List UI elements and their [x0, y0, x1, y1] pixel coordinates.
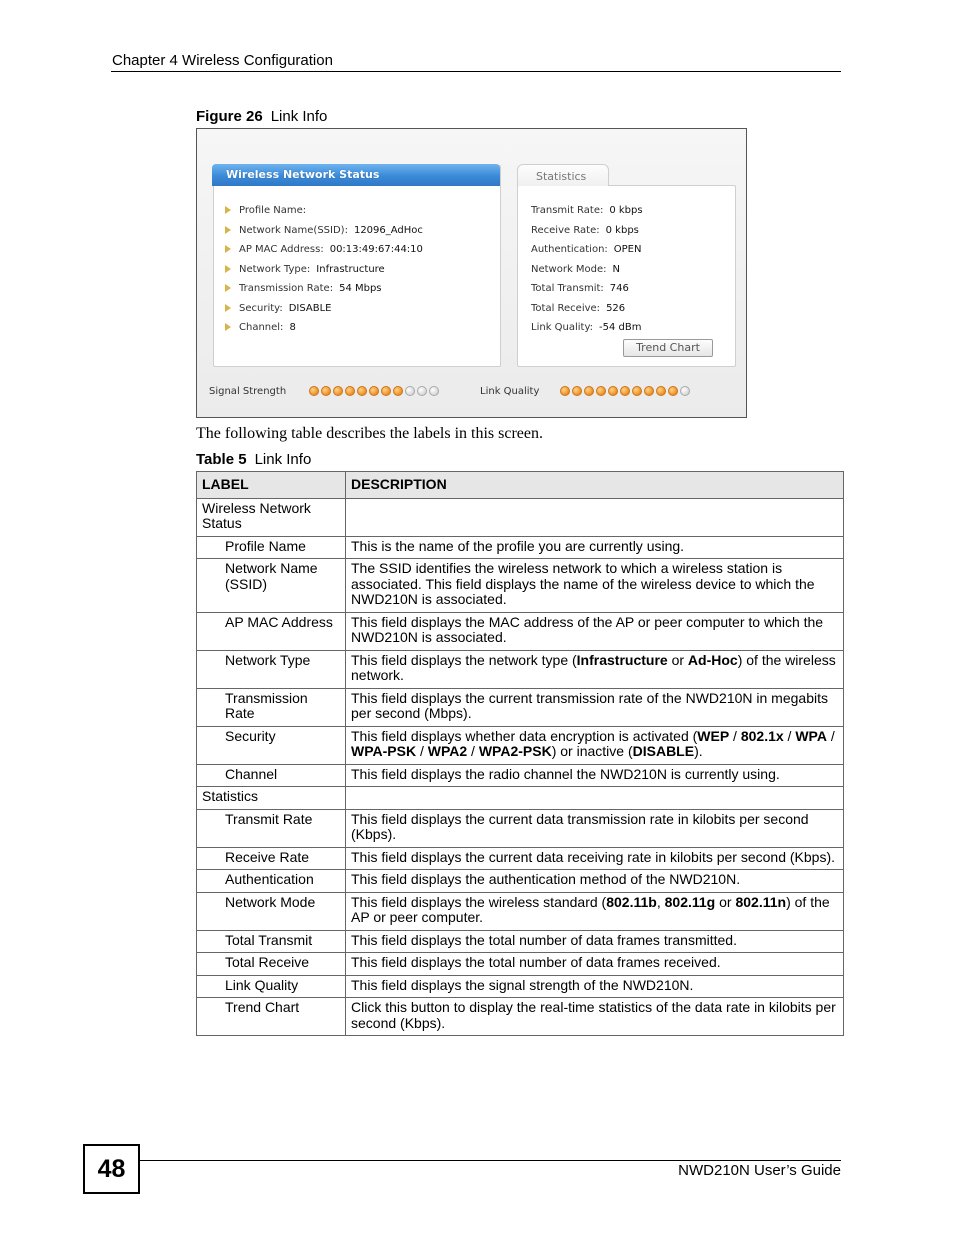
bold-term: 802.11b: [606, 893, 657, 910]
header-rule: [111, 71, 841, 72]
trend-chart-button[interactable]: Trend Chart: [623, 339, 713, 357]
quality-dot-icon: [584, 386, 594, 396]
label-cell: Link Quality: [197, 975, 346, 998]
description-cell: This field displays the total number of data frames received.: [346, 953, 844, 976]
label-column-header: LABEL: [197, 472, 346, 499]
signal-dot-icon: [405, 386, 415, 396]
chapter-header: Chapter 4 Wireless Configuration: [112, 52, 333, 69]
signal-dot-icon: [309, 386, 319, 396]
label-cell: Receive Rate: [197, 847, 346, 870]
quality-dot-icon: [596, 386, 606, 396]
description-cell: This field displays the current data transmission rate in kilobits per second (Kbps).: [346, 809, 844, 847]
quality-dot-icon: [656, 386, 666, 396]
description-cell: This field displays the current transmission rate of the NWD210N in megabits per second (Mbps).: [346, 688, 844, 726]
arrow-bullet-icon: [225, 284, 231, 292]
table-number: Table 5: [196, 451, 247, 468]
status-row: [225, 262, 423, 282]
bold-term: Ad-Hoc: [687, 651, 738, 668]
bold-term: WPA: [795, 727, 827, 744]
arrow-bullet-icon: [225, 226, 231, 234]
bold-term: 802.1x: [740, 727, 784, 744]
status-label: AP MAC Address:: [239, 244, 324, 255]
label-cell: Transmit Rate: [197, 809, 346, 847]
signal-dot-icon: [429, 386, 439, 396]
link-quality-meter: [560, 386, 690, 396]
status-label: Network Type:: [239, 263, 311, 275]
figure-number: Figure 26: [196, 108, 263, 125]
statistics-value: 526: [606, 302, 626, 314]
table-header-row: [197, 472, 844, 499]
statistics-value: N: [612, 263, 621, 275]
signal-dot-icon: [369, 386, 379, 396]
description-cell: This field displays the total number of data frames transmitted.: [346, 930, 844, 953]
signal-dot-icon: [393, 386, 403, 396]
table-row: [197, 650, 844, 688]
statistics-list: [531, 203, 643, 340]
statistics-label: Network Mode:: [531, 263, 607, 275]
quality-dot-icon: [572, 386, 582, 396]
statistics-label: Link Quality:: [531, 322, 594, 333]
quality-dot-icon: [644, 386, 654, 396]
status-value: 54 Mbps: [339, 283, 382, 294]
description-cell: Click this button to display the real-time statistics of the data rate in kilobits per second (Kbps).: [346, 998, 844, 1036]
signal-strength-label: Signal Strength: [209, 386, 287, 397]
statistics-value: 0 kbps: [605, 224, 639, 236]
footer-rule: [140, 1160, 841, 1161]
table-row: [197, 870, 844, 893]
status-row: [225, 320, 423, 340]
table-row: [197, 975, 844, 998]
signal-dot-icon: [357, 386, 367, 396]
table-title: Link Info: [254, 451, 312, 468]
statistics-label: Total Receive:: [531, 302, 601, 314]
figure-caption: [196, 108, 327, 125]
arrow-bullet-icon: [225, 245, 231, 253]
label-cell: Wireless Network Status: [197, 498, 346, 536]
table-row: [197, 612, 844, 650]
table-row: [197, 498, 844, 536]
description-cell: This field displays the MAC address of the AP or peer computer to which the NWD210N is associated.: [346, 612, 844, 650]
arrow-bullet-icon: [225, 265, 231, 273]
table-row: [197, 726, 844, 764]
bold-term: WPA2: [427, 743, 468, 759]
table-row: [197, 847, 844, 870]
description-cell: This field displays the current data receiving rate in kilobits per second (Kbps).: [346, 847, 844, 870]
table-row: [197, 764, 844, 787]
table-row: [197, 953, 844, 976]
description-cell: This field displays the wireless standard (802.11b, 802.11g or 802.11n) of the AP or peer computer.: [346, 892, 844, 930]
label-cell: Trend Chart: [197, 998, 346, 1036]
quality-dot-icon: [668, 386, 678, 396]
status-row: [225, 281, 423, 301]
statistics-row: [531, 301, 643, 321]
table-row: [197, 998, 844, 1036]
description-cell: [346, 787, 844, 810]
statistics-row: [531, 242, 643, 262]
wireless-status-heading: Wireless Network Status: [212, 164, 500, 186]
wireless-status-list: [225, 203, 423, 340]
status-row: [225, 301, 423, 321]
status-value: 00:13:49:67:44:10: [329, 244, 423, 255]
quality-dot-icon: [560, 386, 570, 396]
quality-dot-icon: [620, 386, 630, 396]
label-cell: Total Transmit: [197, 930, 346, 953]
intro-text: The following table describes the labels in this screen.: [196, 425, 544, 442]
status-value: 12096_AdHoc: [353, 224, 423, 236]
description-cell: This field displays the radio channel the NWD210N is currently using.: [346, 764, 844, 787]
signal-dot-icon: [321, 386, 331, 396]
statistics-value: OPEN: [613, 244, 642, 255]
label-cell: Network Name (SSID): [197, 559, 346, 613]
bold-term: WPA-PSK: [351, 743, 417, 759]
table-row: [197, 787, 844, 810]
label-cell: Network Mode: [197, 892, 346, 930]
link-info-table: [196, 471, 844, 1036]
table-body: [197, 498, 844, 1036]
statistics-row: [531, 223, 643, 243]
label-cell: Authentication: [197, 870, 346, 893]
label-cell: Network Type: [197, 650, 346, 688]
signal-dot-icon: [345, 386, 355, 396]
figure-title: Link Info: [270, 108, 328, 125]
statistics-row: [531, 203, 643, 223]
label-cell: Security: [197, 726, 346, 764]
label-cell: Profile Name: [197, 536, 346, 559]
statistics-value: 0 kbps: [609, 205, 643, 216]
description-column-header: DESCRIPTION: [346, 472, 844, 499]
statistics-row: [531, 262, 643, 282]
statistics-value: -54 dBm: [599, 322, 642, 333]
label-cell: Transmission Rate: [197, 688, 346, 726]
status-value: Infrastructure: [316, 263, 385, 275]
table-caption: [196, 451, 311, 468]
statistics-label: Total Transmit:: [531, 283, 604, 294]
guide-title: NWD210N User’s Guide: [678, 1162, 841, 1179]
label-cell: Channel: [197, 764, 346, 787]
label-cell: Statistics: [197, 787, 346, 810]
label-cell: AP MAC Address: [197, 612, 346, 650]
table-row: [197, 688, 844, 726]
table-row: [197, 536, 844, 559]
status-label: Network Name(SSID):: [239, 224, 348, 236]
statistics-row: [531, 320, 643, 340]
description-cell: This field displays whether data encryption is activated (WEP / 802.1x / WPA / WPA-PSK / WPA2 / WPA2-PSK) or inactive (DISABLE).: [346, 726, 844, 764]
status-label: Security:: [239, 302, 283, 314]
status-label: Channel:: [239, 322, 284, 333]
status-row: [225, 223, 423, 243]
link-info-screenshot: [196, 128, 747, 418]
description-cell: This field displays the authentication method of the NWD210N.: [346, 870, 844, 893]
bold-term: WEP: [697, 727, 730, 744]
page-number: 48: [83, 1144, 140, 1194]
table-row: [197, 892, 844, 930]
status-label: Transmission Rate:: [239, 283, 334, 294]
description-cell: [346, 498, 844, 536]
statistics-row: [531, 281, 643, 301]
quality-dot-icon: [632, 386, 642, 396]
bold-term: 802.11n: [735, 893, 787, 910]
description-cell: This is the name of the profile you are currently using.: [346, 536, 844, 559]
statistics-value: 746: [609, 283, 629, 294]
arrow-bullet-icon: [225, 206, 231, 214]
signal-dot-icon: [381, 386, 391, 396]
signal-strength-meter: [309, 386, 439, 396]
description-cell: The SSID identifies the wireless network to which a wireless station is associated. This field displays the name of the wireless device to which the NWD210N is associated.: [346, 559, 844, 613]
label-cell: Total Receive: [197, 953, 346, 976]
description-cell: This field displays the signal strength of the NWD210N.: [346, 975, 844, 998]
bold-term: 802.11g: [664, 893, 716, 910]
status-row: [225, 203, 423, 223]
table-row: [197, 930, 844, 953]
status-row: [225, 242, 423, 262]
bold-term: WPA2-PSK: [478, 743, 552, 759]
statistics-label: Authentication:: [531, 244, 608, 255]
table-row: [197, 559, 844, 613]
statistics-tab[interactable]: Statistics: [517, 164, 609, 186]
table-row: [197, 809, 844, 847]
status-label: Profile Name:: [239, 205, 307, 216]
bold-term: DISABLE: [632, 743, 695, 759]
quality-dot-icon: [680, 386, 690, 396]
statistics-label: Receive Rate:: [531, 224, 600, 236]
statistics-label: Transmit Rate:: [531, 205, 604, 216]
arrow-bullet-icon: [225, 304, 231, 312]
arrow-bullet-icon: [225, 323, 231, 331]
signal-dot-icon: [333, 386, 343, 396]
status-value: 8: [289, 322, 296, 333]
bold-term: Infrastructure: [576, 651, 668, 668]
link-quality-label: Link Quality: [480, 386, 540, 397]
quality-dot-icon: [608, 386, 618, 396]
status-value: DISABLE: [288, 302, 332, 314]
signal-dot-icon: [417, 386, 427, 396]
description-cell: This field displays the network type (Infrastructure or Ad-Hoc) of the wireless network.: [346, 650, 844, 688]
